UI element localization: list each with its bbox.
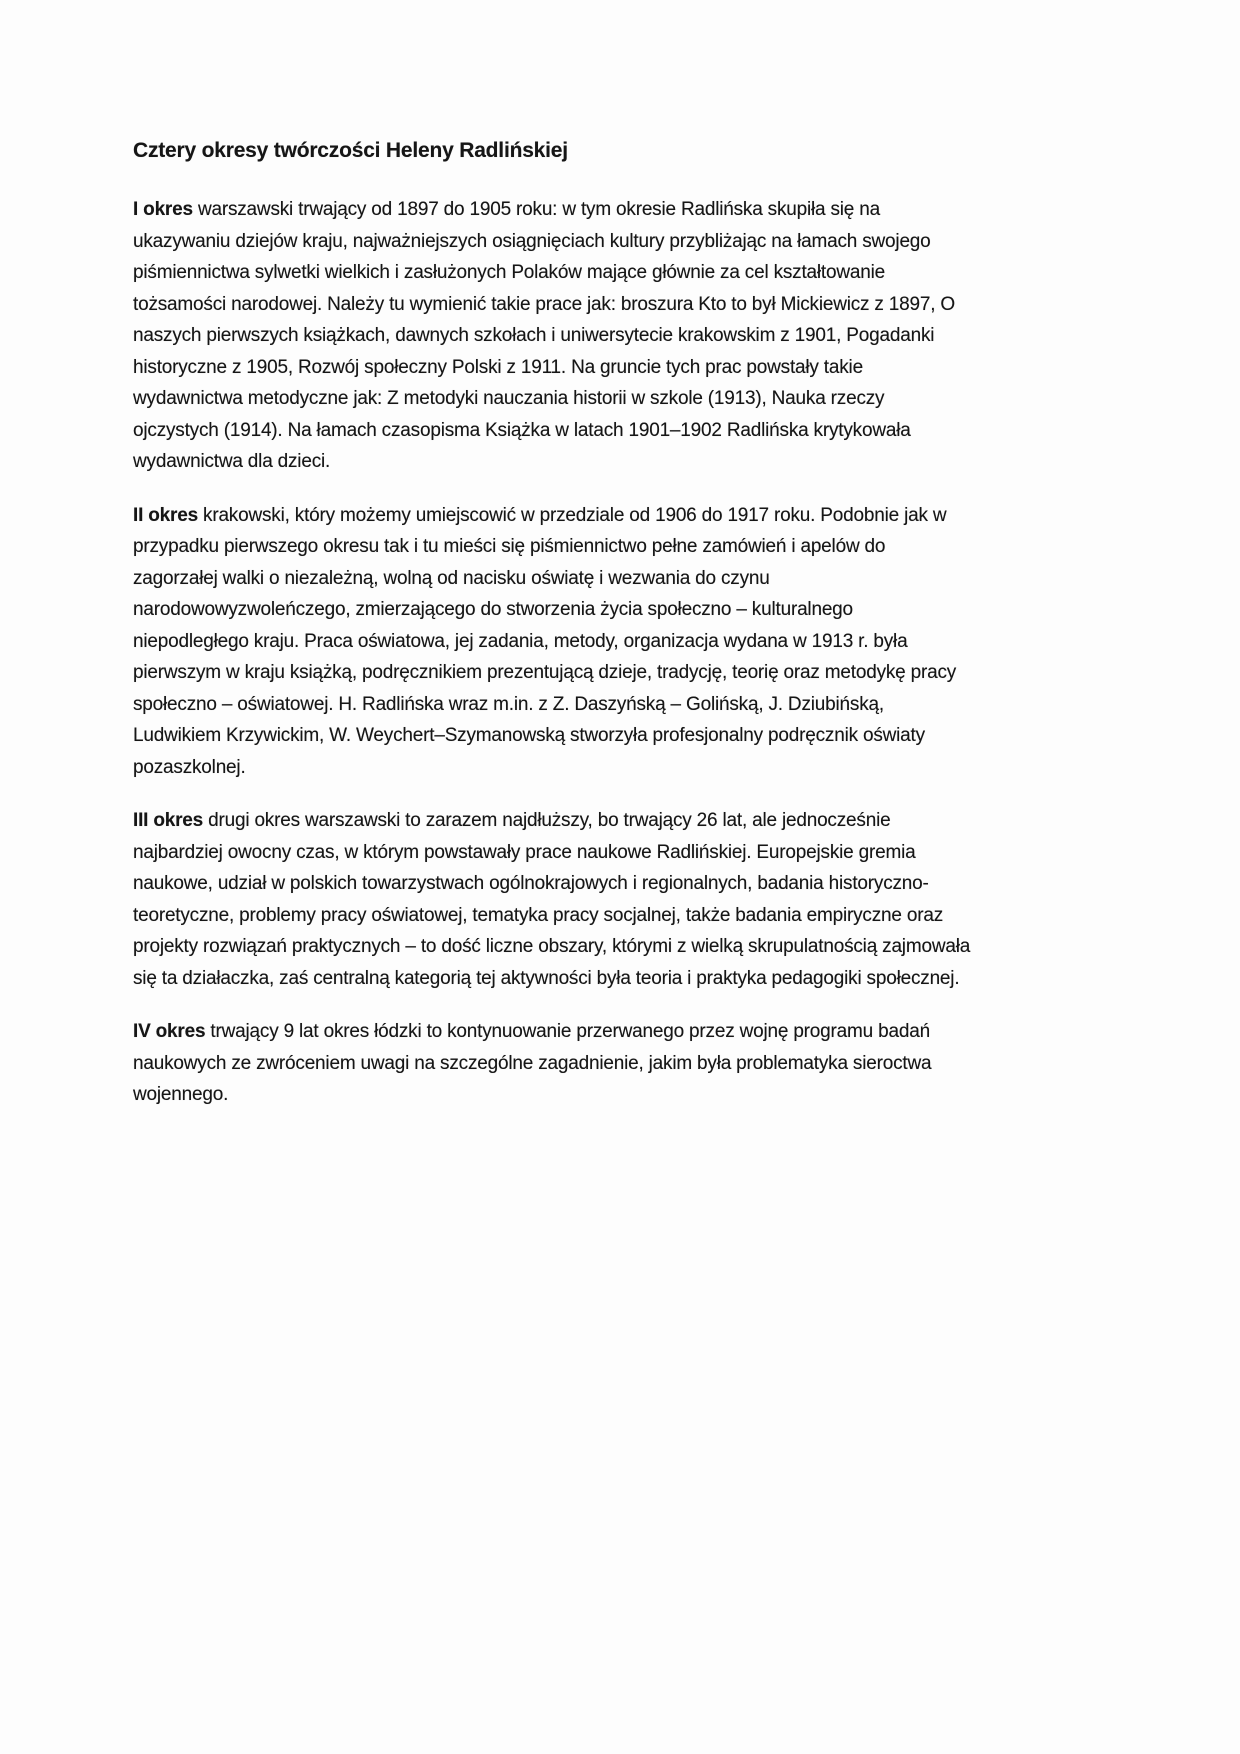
paragraph-period-4 [133, 1016, 973, 1111]
page-title: Cztery okresy twórczości Heleny Radlińskiej [133, 139, 568, 162]
paragraph-lead: III okres [133, 810, 204, 831]
paragraph-period-3 [133, 805, 973, 994]
paragraph-text: trwający 9 lat okres łódzki to kontynuowanie przerwanego przez wojnę programu badań naukowych ze zwróceniem uwagi na szczególne zagadnienie, jakim była problematyka sieroctwa wojennego. [133, 1021, 932, 1105]
paragraph-period-1 [133, 194, 973, 478]
paragraph-period-2 [133, 500, 973, 784]
paragraph-text: warszawski trwający od 1897 do 1905 roku: w tym okresie Radlińska skupiła się na ukazywaniu dziejów kraju, najważniejszych osiągnięciach kultury przybliżając na łamach swojego piśmiennictwa sylwetki wielkich i zasłużonych Polaków mające głównie za cel kształtowanie tożsamości narodowej. Należy tu wymienić takie prace jak: broszura Kto to był Mickiewicz z 1897, O naszych pierwszych książkach, dawnych szkołach i uniwersytecie krakowskim z 1901, Pogadanki historyczne z 1905, Rozwój społeczny Polski z 1911. Na gruncie tych prac powstały takie wydawnictwa metodyczne jak: Z metodyki nauczania historii w szkole (1913), Nauka rzeczy ojczystych (1914). Na łamach czasopisma Książka w latach 1901–1902 Radlińska krytykowała wydawnictwa dla dzieci. [133, 199, 956, 472]
paragraph-lead: I okres [133, 199, 193, 220]
paragraph-lead: IV okres [133, 1021, 206, 1042]
document-content [133, 136, 973, 1133]
paragraph-lead: II okres [133, 504, 198, 526]
paragraph-text: krakowski, który możemy umiejscowić w przedziale od 1906 do 1917 roku. Podobnie jak w przypadku pierwszego okresu tak i tu mieści się piśmiennictwo pełne zamówień i apelów do zagorzałej walki o niezależną, wolną od nacisku oświatę i wezwania do czynu narodowowyzwoleńczego, zmierzającego do stworzenia życia społeczno – kulturalnego niepodległego kraju. Praca oświatowa, jej zadania, metody, organizacja wydana w 1913 r. była pierwszym w kraju książką, podręcznikiem prezentującą dzieje, tradycję, teorię oraz metodykę pracy społeczno – oświatowej. H. Radlińska wraz m.in. z Z. Daszyńską – Golińską, J. Dziubińską, Ludwikiem Krzywickim, W. Weychert–Szymanowską stworzyła profesjonalny podręcznik oświaty pozaszkolnej. [133, 504, 957, 778]
paragraph-text: drugi okres warszawski to zarazem najdłuższy, bo trwający 26 lat, ale jednocześnie najbardziej owocny czas, w którym powstawały prace naukowe Radlińskiej. Europejskie gremia naukowe, udział w polskich towarzystwach ogólnokrajowych i regionalnych, badania historyczno-teoretyczne, problemy pracy oświatowej, tematyka pracy socjalnej, także badania empiryczne oraz projekty rozwiązań praktycznych – to dość liczne obszary, którymi z wielką skrupulatnością zajmowała się ta działaczka, zaś centralną kategorią tej aktywności była teoria i praktyka pedagogiki społecznej. [133, 810, 971, 989]
